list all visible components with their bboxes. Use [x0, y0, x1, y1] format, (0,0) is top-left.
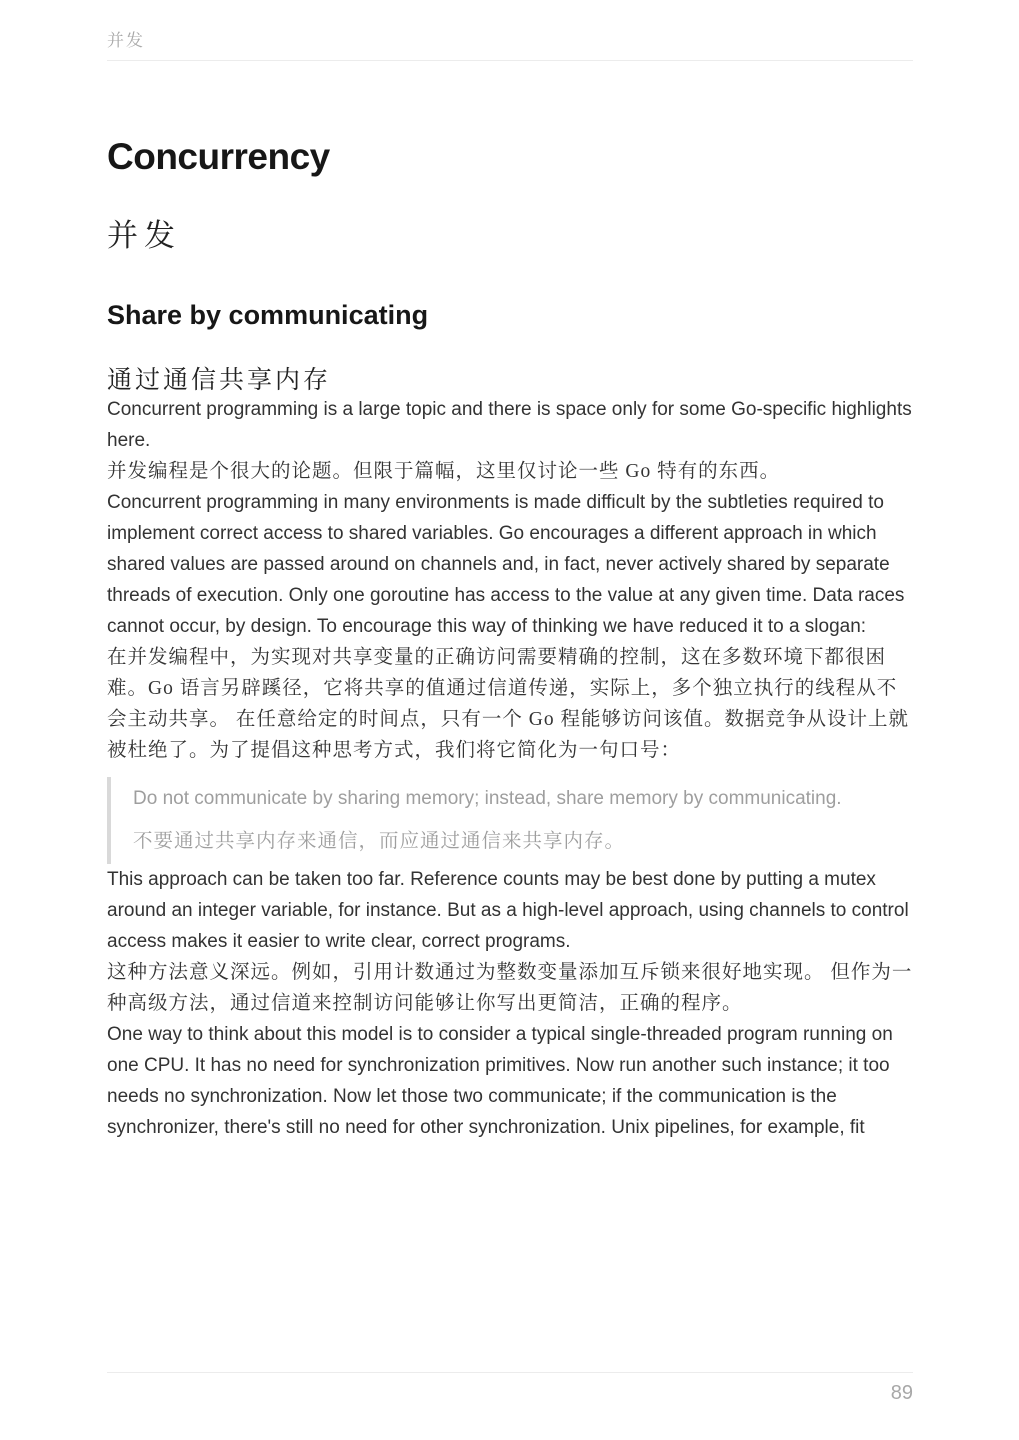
page-title: Concurrency [107, 136, 330, 177]
blockquote-en: Do not communicate by sharing memory; instead, share memory by communicating. [133, 788, 842, 809]
section-heading: Share by communicating [107, 300, 429, 330]
page-title-zh: 并发 [107, 218, 181, 253]
paragraph-en: This approach can be taken too far. Reference counts may be best done by putting a mutex around an integer variable, for instance. But as a high-level approach, using channels to control access makes it easier to write clear, correct programs. [107, 869, 909, 952]
slogan-blockquote [107, 777, 913, 864]
page-header [107, 0, 913, 61]
blockquote-zh: 不要通过共享内存来通信，而应通过通信来共享内存。 [133, 831, 626, 852]
paragraph-zh: 这种方法意义深远。例如，引用计数通过为整数变量添加互斥锁来很好地实现。 但作为一种高级方法，通过信道来控制访问能够让你写出更简洁，正确的程序。 [107, 962, 913, 1014]
paragraph-en: Concurrent programming in many environments is made difficult by the subtleties required to implement correct access to shared variables. Go encourages a different approach in which shared values are passed around on channels and, in fact, never actively shared by separate threads of execution. Only one goroutine has access to the value at any given time. Data races cannot occur, by design. To encourage this way of thinking we have reduced it to a slogan: [107, 492, 905, 637]
page-footer [107, 1372, 913, 1405]
section-heading-zh: 通过通信共享内存 [107, 367, 332, 394]
paragraph-zh: 在并发编程中，为实现对共享变量的正确访问需要精确的控制，这在多数环境下都很困难。Go 语言另辟蹊径，它将共享的值通过信道传递，实际上，多个独立执行的线程从不会主动共享。 在任意给定的时间点，只有一个 Go 程能够访问该值。数据竞争从设计上就被杜绝了。为了提倡这种思考方式，我们将它简化为一句口号： [107, 647, 909, 761]
article-content [107, 61, 913, 1143]
page-number: 89 [890, 1382, 913, 1404]
breadcrumb: 并发 [107, 31, 145, 50]
paragraph-zh: 并发编程是个很大的论题。但限于篇幅，这里仅讨论一些 Go 特有的东西。 [107, 461, 781, 482]
paragraph-en: Concurrent programming is a large topic and there is space only for some Go-specific highlights here. [107, 399, 912, 451]
paragraph-en: One way to think about this model is to consider a typical single-threaded program running on one CPU. It has no need for synchronization primitives. Now run another such instance; it too needs no synchronization. Now let those two communicate; if the communication is the synchronizer, there's still no need for other synchronization. Unix pipelines, for example, fit [107, 1024, 893, 1138]
